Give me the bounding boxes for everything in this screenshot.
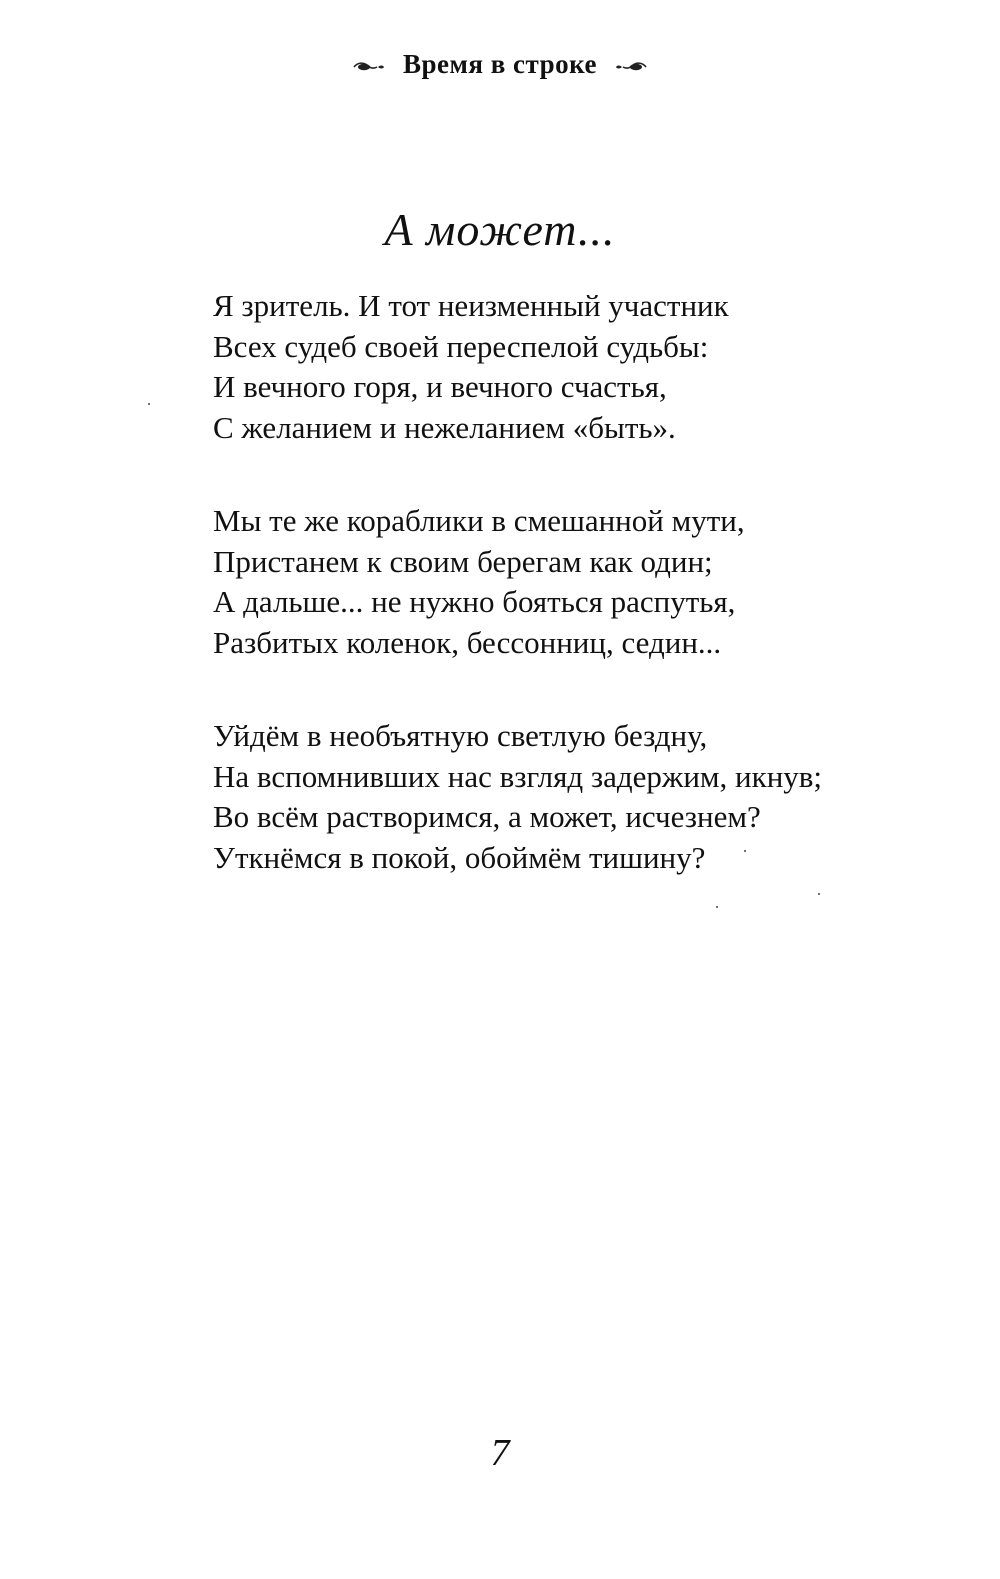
flourish-left-icon <box>352 60 386 74</box>
page-number: 7 <box>490 1432 510 1474</box>
poem-line: Во всём растворимся, а может, исчезнем? <box>213 799 761 834</box>
poem-line: А дальше... не нужно бояться распутья, <box>213 584 736 619</box>
poem-body <box>213 286 933 931</box>
running-title: Время в строке <box>402 49 598 79</box>
stanza <box>213 286 933 448</box>
poem-line: Уйдём в необъятную светлую бездну, <box>213 718 708 753</box>
poem-line: Мы те же кораблики в смешанной мути, <box>213 503 745 538</box>
stanza <box>213 716 933 878</box>
poem-title: А может... <box>384 204 616 255</box>
stanza <box>213 501 933 663</box>
print-speck <box>818 893 820 895</box>
poem-line: Уткнёмся в покой, обоймём тишину? <box>213 839 706 875</box>
poem-line: Пристанем к своим берегам как один; <box>213 543 713 579</box>
flourish-right-icon <box>614 60 648 74</box>
print-speck <box>744 850 746 852</box>
poem-line: И вечного горя, и вечного счастья, <box>213 369 667 404</box>
poem-line: Разбитых коленок, бессонниц, седин... <box>213 624 722 660</box>
poem-line: С желанием и нежеланием «быть». <box>213 409 676 445</box>
poem-line: Я зритель. И тот неизменный участник <box>213 288 729 323</box>
poem-line: Всех судеб своей переспелой судьбы: <box>213 328 709 364</box>
poem-line: На вспомнивших нас взгляд задержим, икнув; <box>213 758 823 794</box>
print-speck <box>716 906 718 908</box>
running-header <box>0 44 1000 84</box>
print-speck <box>148 403 150 405</box>
